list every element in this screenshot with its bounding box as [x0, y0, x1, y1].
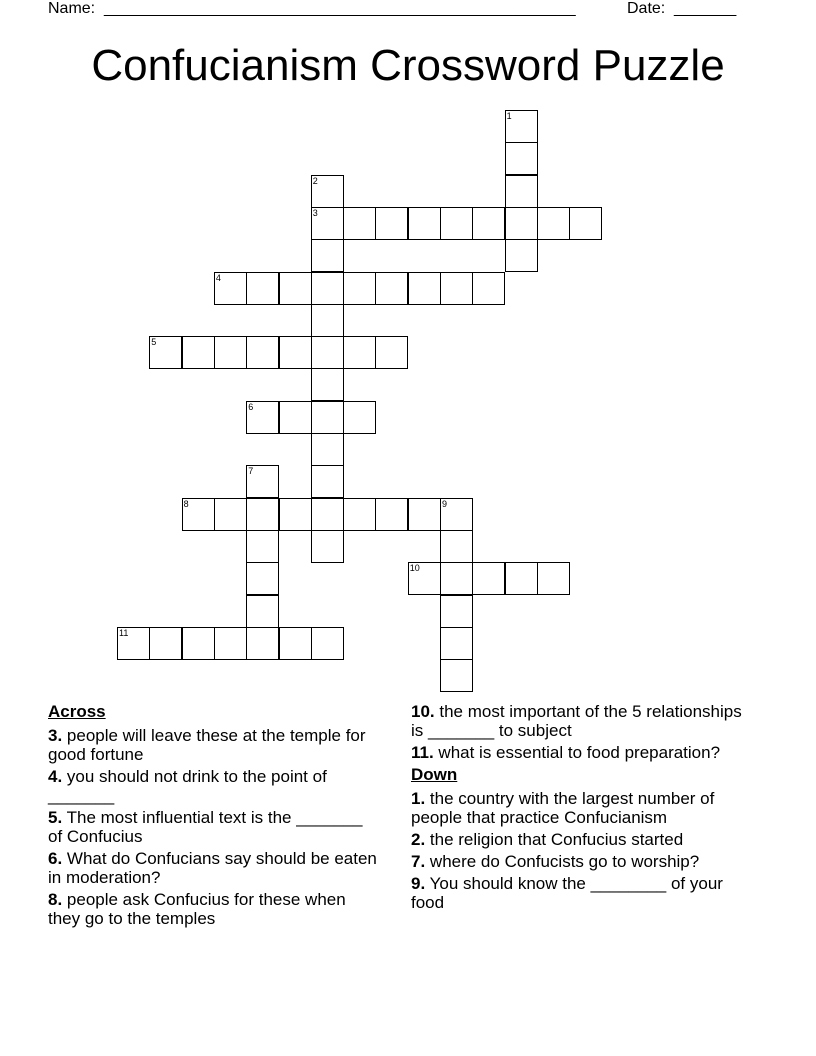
grid-cell[interactable] — [246, 401, 279, 434]
grid-cell[interactable] — [182, 336, 215, 369]
grid-cell[interactable] — [505, 207, 538, 240]
date-blank-line[interactable]: _______ — [674, 0, 737, 17]
grid-cell[interactable] — [440, 595, 473, 628]
down-clue — [411, 789, 751, 827]
down-clue-list — [411, 789, 751, 912]
grid-cell[interactable] — [343, 272, 376, 305]
clue-text: you should not drink to the point of _______ — [48, 767, 327, 805]
grid-cell[interactable] — [311, 465, 344, 498]
clue-number-label: 8 — [183, 498, 189, 509]
grid-cell[interactable] — [505, 110, 538, 143]
name-blank-line[interactable]: _____________________________________________________ — [104, 0, 576, 17]
grid-cell[interactable] — [537, 207, 570, 240]
grid-cell[interactable] — [214, 272, 247, 305]
grid-cell[interactable] — [440, 498, 473, 531]
grid-cell[interactable] — [279, 627, 312, 660]
name-label: Name: — [48, 0, 96, 17]
grid-cell[interactable] — [246, 562, 279, 595]
grid-cell[interactable] — [149, 627, 182, 660]
down-clue — [411, 874, 751, 912]
clue-text: The most influential text is the _______ of Confucius — [48, 808, 363, 846]
grid-cell[interactable] — [311, 401, 344, 434]
grid-cell[interactable] — [279, 272, 312, 305]
clues-right-column — [411, 702, 751, 915]
clue-number-label: 11 — [119, 627, 129, 638]
down-heading: Down — [411, 765, 458, 784]
grid-cell[interactable] — [472, 562, 505, 595]
clue-text: You should know the ________ of your food — [411, 874, 723, 912]
clue-number-label: 3 — [312, 207, 318, 218]
grid-cell[interactable] — [505, 175, 538, 208]
grid-cell[interactable] — [311, 336, 344, 369]
clue-number-label: 4 — [215, 272, 221, 283]
grid-cell[interactable] — [246, 595, 279, 628]
clue-text: people ask Confucius for these when they go to the temples — [48, 890, 346, 928]
grid-cell[interactable] — [408, 272, 441, 305]
grid-cell[interactable] — [440, 272, 473, 305]
grid-cell[interactable] — [343, 336, 376, 369]
grid-cell[interactable] — [343, 498, 376, 531]
across-clue — [411, 743, 751, 762]
grid-cell[interactable] — [311, 368, 344, 401]
grid-cell[interactable] — [505, 239, 538, 272]
clue-number: 1. — [411, 789, 426, 808]
across-clue — [48, 808, 378, 846]
grid-cell[interactable] — [375, 207, 408, 240]
clue-text: the most important of the 5 relationships is _______ to subject — [411, 702, 742, 740]
grid-cell[interactable] — [343, 401, 376, 434]
clues-left-column — [48, 702, 378, 931]
grid-cell[interactable] — [311, 239, 344, 272]
grid-cell[interactable] — [375, 336, 408, 369]
grid-cell[interactable] — [311, 207, 344, 240]
down-clue — [411, 852, 751, 871]
clue-number: 6. — [48, 849, 63, 868]
grid-cell[interactable] — [505, 142, 538, 175]
grid-cell[interactable] — [408, 498, 441, 531]
across-clue — [48, 767, 378, 805]
grid-cell[interactable] — [149, 336, 182, 369]
clue-number-label: 5 — [151, 337, 157, 348]
grid-cell[interactable] — [569, 207, 602, 240]
grid-cell[interactable] — [246, 498, 279, 531]
grid-cell[interactable] — [505, 562, 538, 595]
clue-number-label: 10 — [409, 563, 420, 574]
grid-cell[interactable] — [279, 336, 312, 369]
clue-number: 3. — [48, 726, 63, 745]
clue-text: where do Confucists go to worship? — [425, 852, 700, 871]
grid-cell[interactable] — [408, 562, 441, 595]
grid-cell[interactable] — [440, 562, 473, 595]
clue-number-label: 7 — [248, 466, 254, 477]
grid-cell[interactable] — [214, 627, 247, 660]
grid-cell[interactable] — [311, 272, 344, 305]
clue-number: 10. — [411, 702, 435, 721]
grid-cell[interactable] — [246, 627, 279, 660]
across-clue-list — [48, 726, 378, 928]
grid-cell[interactable] — [375, 498, 408, 531]
clue-number-label: 9 — [442, 498, 448, 509]
clue-number-label: 1 — [506, 111, 512, 121]
grid-cell[interactable] — [440, 659, 473, 692]
grid-cell[interactable] — [343, 207, 376, 240]
clue-number: 4. — [48, 767, 63, 786]
clue-text: what is essential to food preparation? — [433, 743, 721, 762]
grid-cell[interactable] — [537, 562, 570, 595]
across-heading: Across — [48, 702, 106, 721]
grid-cell[interactable] — [375, 272, 408, 305]
grid-cell[interactable] — [246, 336, 279, 369]
clue-number-label: 6 — [248, 401, 254, 412]
grid-cell[interactable] — [182, 498, 215, 531]
grid-cell[interactable] — [279, 498, 312, 531]
clue-number: 7. — [411, 852, 426, 871]
clue-number: 8. — [48, 890, 63, 909]
grid-cell[interactable] — [440, 207, 473, 240]
across-clue — [48, 890, 378, 928]
grid-cell[interactable] — [311, 498, 344, 531]
grid-cell[interactable] — [440, 530, 473, 563]
grid-cell[interactable] — [311, 433, 344, 466]
grid-cell[interactable] — [279, 401, 312, 434]
grid-cell[interactable] — [311, 627, 344, 660]
grid-cell[interactable] — [182, 627, 215, 660]
clue-text: the religion that Confucius started — [425, 830, 684, 849]
grid-cell[interactable] — [117, 627, 150, 660]
page-title: Confucianism Crossword Puzzle — [91, 41, 725, 90]
grid-cell[interactable] — [311, 304, 344, 337]
grid-cell[interactable] — [311, 530, 344, 563]
grid-cell[interactable] — [214, 498, 247, 531]
clue-number: 9. — [411, 874, 426, 893]
grid-cell[interactable] — [214, 336, 247, 369]
clue-text: people will leave these at the temple for good fortune — [48, 726, 366, 764]
grid-cell[interactable] — [408, 207, 441, 240]
grid-cell[interactable] — [246, 465, 279, 498]
date-label: Date: — [627, 0, 666, 17]
grid-cell[interactable] — [472, 272, 505, 305]
across-clue-list-continued — [411, 702, 751, 762]
grid-cell[interactable] — [246, 530, 279, 563]
clue-number: 2. — [411, 830, 426, 849]
down-clue — [411, 830, 751, 849]
across-clue — [411, 702, 751, 740]
clue-text: What do Confucians say should be eaten in moderation? — [48, 849, 377, 887]
across-clue — [48, 726, 378, 764]
clue-number-label: 2 — [312, 175, 318, 186]
clue-number: 5. — [48, 808, 63, 827]
across-clue — [48, 849, 378, 887]
grid-cell[interactable] — [440, 627, 473, 660]
grid-cell[interactable] — [311, 175, 344, 208]
grid-cell[interactable] — [246, 272, 279, 305]
clue-text: the country with the largest number of people that practice Confucianism — [411, 789, 715, 827]
clue-number: 11. — [411, 743, 434, 762]
grid-cell[interactable] — [472, 207, 505, 240]
